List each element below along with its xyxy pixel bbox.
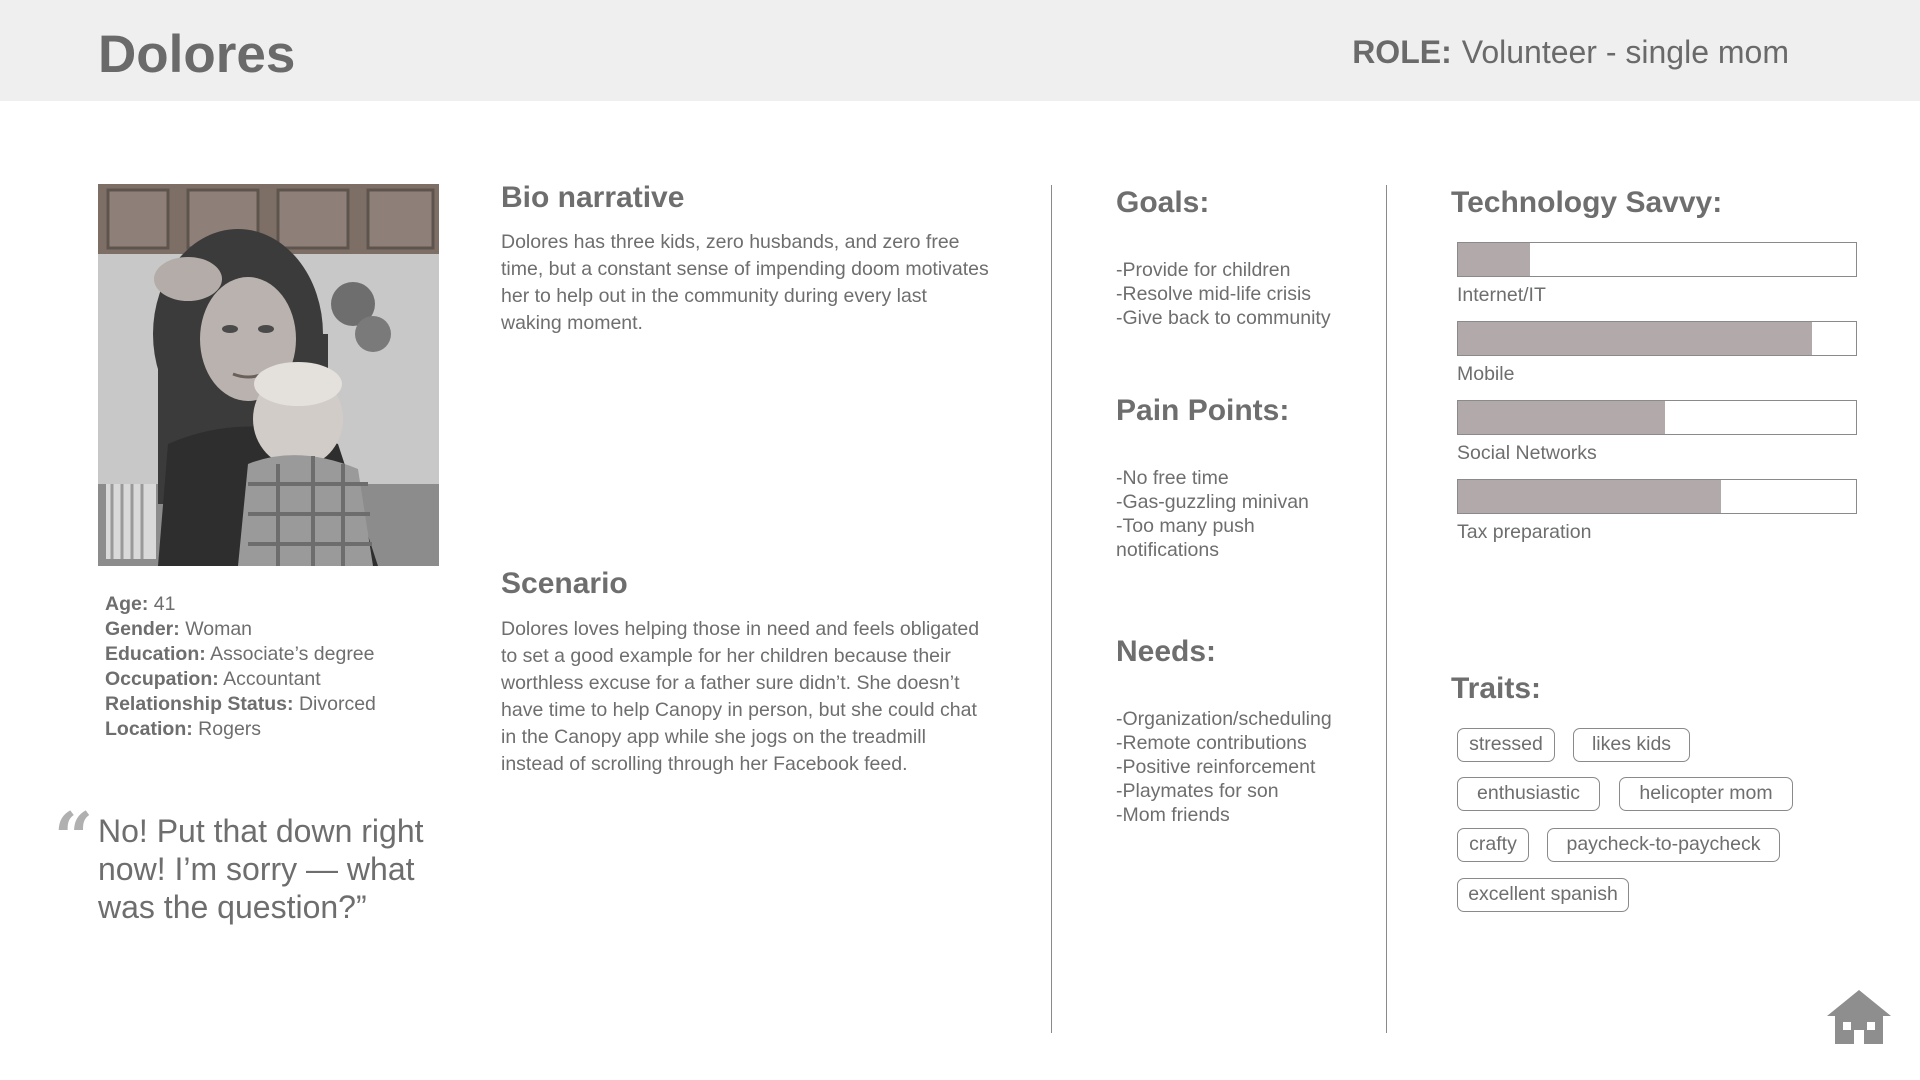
demo-education: Education: Associate’s degree [105,643,375,665]
goals-list [1116,258,1376,330]
trait-tag: helicopter mom [1619,777,1793,811]
bar-track [1457,479,1857,514]
tech-bar-internet [1457,242,1857,307]
trait-tag: crafty [1457,828,1529,862]
bar-fill [1458,243,1530,276]
trait-tag: paycheck-to-paycheck [1547,828,1780,862]
bar-label: Internet/IT [1457,284,1546,306]
role-value: Volunteer - single mom [1461,34,1789,70]
list-item: -Playmates for son [1116,780,1279,802]
bar-label: Tax preparation [1457,521,1592,543]
list-item: -Organization/scheduling [1116,708,1332,730]
header-bar [0,0,1920,101]
list-item: -Remote contributions [1116,732,1307,754]
list-item: -Too many push notifications [1116,515,1255,561]
bar-track [1457,242,1857,277]
list-item: -Gas-guzzling minivan [1116,491,1309,513]
bar-track [1457,400,1857,435]
quote-mark-icon: “ [54,798,94,878]
scenario-text: Dolores loves helping those in need and feels obligated to set a good example for her children because their worthless excuse for a father sure didn’t. She doesn’t have time to help Canopy in person, but she could chat in the Canopy app while she jogs on the treadmill instead of scrolling through her Facebook feed. [501,618,980,775]
traits-title: Traits: [1451,672,1542,705]
list-item: -Positive reinforcement [1116,756,1316,778]
list-item: -Resolve mid-life crisis [1116,283,1312,305]
trait-tag: likes kids [1573,728,1690,762]
persona-name: Dolores [98,25,296,84]
tech-bar-mobile [1457,321,1857,386]
bar-label: Social Networks [1457,442,1597,464]
bio-text: Dolores has three kids, zero husbands, and zero free time, but a constant sense of impending doom motivates her to help out in the community during every last waking moment. [501,231,989,334]
home-icon[interactable] [1827,990,1891,1044]
demo-gender: Gender: Woman [105,618,253,640]
needs-list [1116,707,1376,827]
demo-occupation: Occupation: Accountant [105,668,321,690]
trait-tag: excellent spanish [1457,878,1629,912]
bar-fill [1458,322,1812,355]
tech-bar-tax-preparation [1457,479,1857,544]
list-item: -Mom friends [1116,804,1230,826]
tech-savvy-title: Technology Savvy: [1451,186,1723,219]
column-divider [1386,185,1387,1033]
list-item: -No free time [1116,467,1229,489]
bar-label: Mobile [1457,363,1515,385]
column-divider [1051,185,1052,1033]
bar-track [1457,321,1857,356]
list-item: -Provide for children [1116,259,1291,281]
goals-title: Goals: [1116,186,1210,219]
demographics [105,592,376,742]
scenario-title: Scenario [501,567,628,600]
role-label: ROLE: [1352,34,1452,70]
pain-points-title: Pain Points: [1116,394,1290,427]
bar-fill [1458,480,1721,513]
demo-location: Location: Rogers [105,718,262,740]
portrait-photo-icon [98,184,439,566]
bar-fill [1458,401,1665,434]
trait-tag: enthusiastic [1457,777,1600,811]
persona-role [1352,32,1789,72]
list-item: -Give back to community [1116,307,1331,329]
pain-points-list [1116,466,1346,562]
persona-quote: No! Put that down right now! I’m sorry — what was the question?” [98,813,424,925]
trait-tag: stressed [1457,728,1555,762]
needs-title: Needs: [1116,635,1217,668]
tech-bar-social-networks [1457,400,1857,465]
bio-title: Bio narrative [501,181,685,214]
home-icon-graphic [1827,990,1891,1044]
demo-age: Age: 41 [105,593,176,615]
persona-photo [98,184,439,566]
demo-relationship: Relationship Status: Divorced [105,693,376,715]
